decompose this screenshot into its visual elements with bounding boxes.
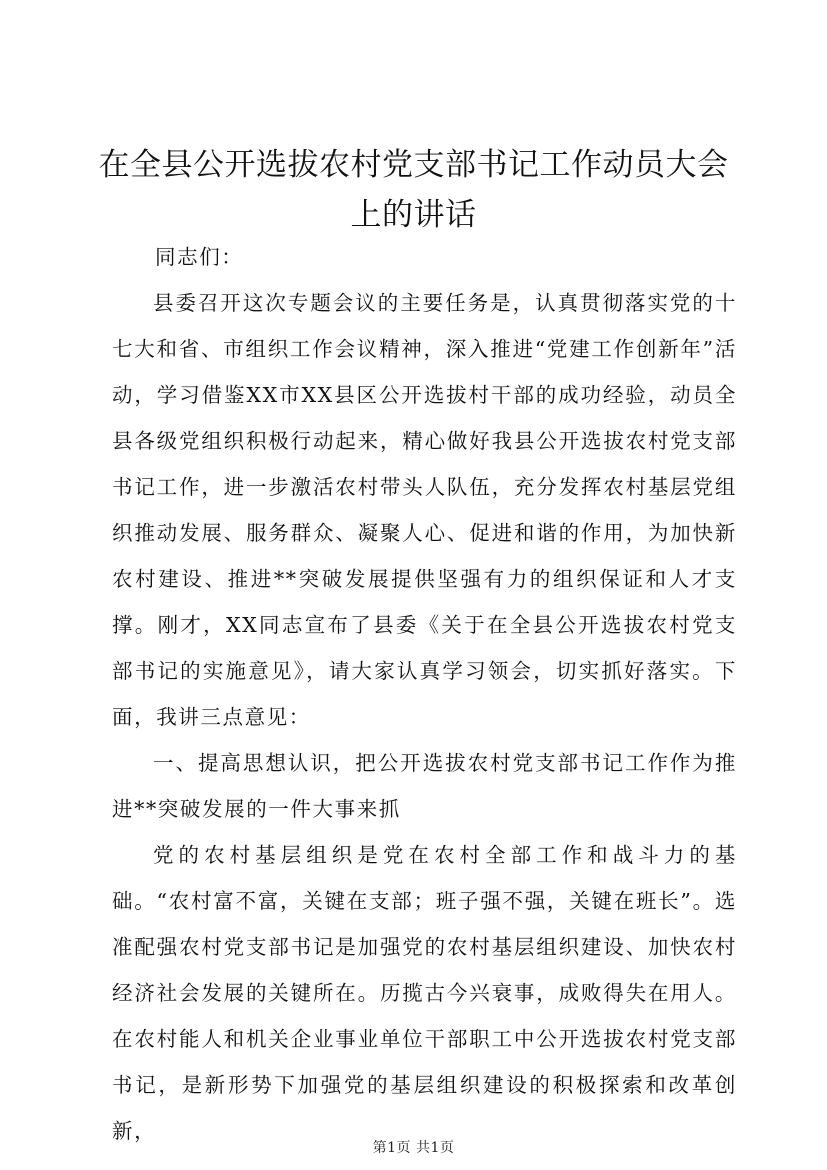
paragraph-intro: 县委召开这次专题会议的主要任务是，认真贯彻落实党的十七大和省、市组织工作会议精神，深入推进“党建工作创新年”活动，学习借鉴XX市XX县区公开选拔村干部的成功经验，动员全县各级党组织积极行动起来，精心做好我县公开选拔农村党支部书记工作，进一步激活农村带头人队伍，充分发挥农村基层党组织推动发展、服务群众、凝聚人心、促进和谐的作用，为加快新农村建设、推进**突破发展提供坚强有力的组织保证和人才支撑。刚才，XX同志宣布了县委《关于在全县公开选拔农村党支部书记的实施意见》，请大家认真学习领会，切实抓好落实。下面，我讲三点意见： — [112, 291, 737, 729]
title-line-2: 上的讲话 — [350, 197, 477, 233]
salutation: 同志们： — [155, 245, 244, 269]
body-text — [112, 280, 737, 1154]
page-footer: 第1页 共1页 — [372, 1140, 455, 1156]
paragraph-section-1: 党的农村基层组织是党在农村全部工作和战斗力的基础。“农村富不富，关键在支部；班子强不强，关键在班长”。选准配强农村党支部书记是加强党的农村基层组织建设、加快农村经济社会发展的关键所在。历揽古今兴衰事，成败得失在用人。在农村能人和机关企业事业单位干部职工中公开选拔农村党支部书记，是新形势下加强党的基层组织建设的积极探索和改革创新， — [112, 843, 737, 1143]
section-heading-1: 一、提高思想认识，把公开选拔农村党支部书记工作作为推进**突破发展的一件大事来抓 — [112, 751, 737, 821]
title-line-1: 在全县公开选拔农村党支部书记工作动员大会 — [98, 147, 729, 183]
document-title — [90, 140, 737, 240]
